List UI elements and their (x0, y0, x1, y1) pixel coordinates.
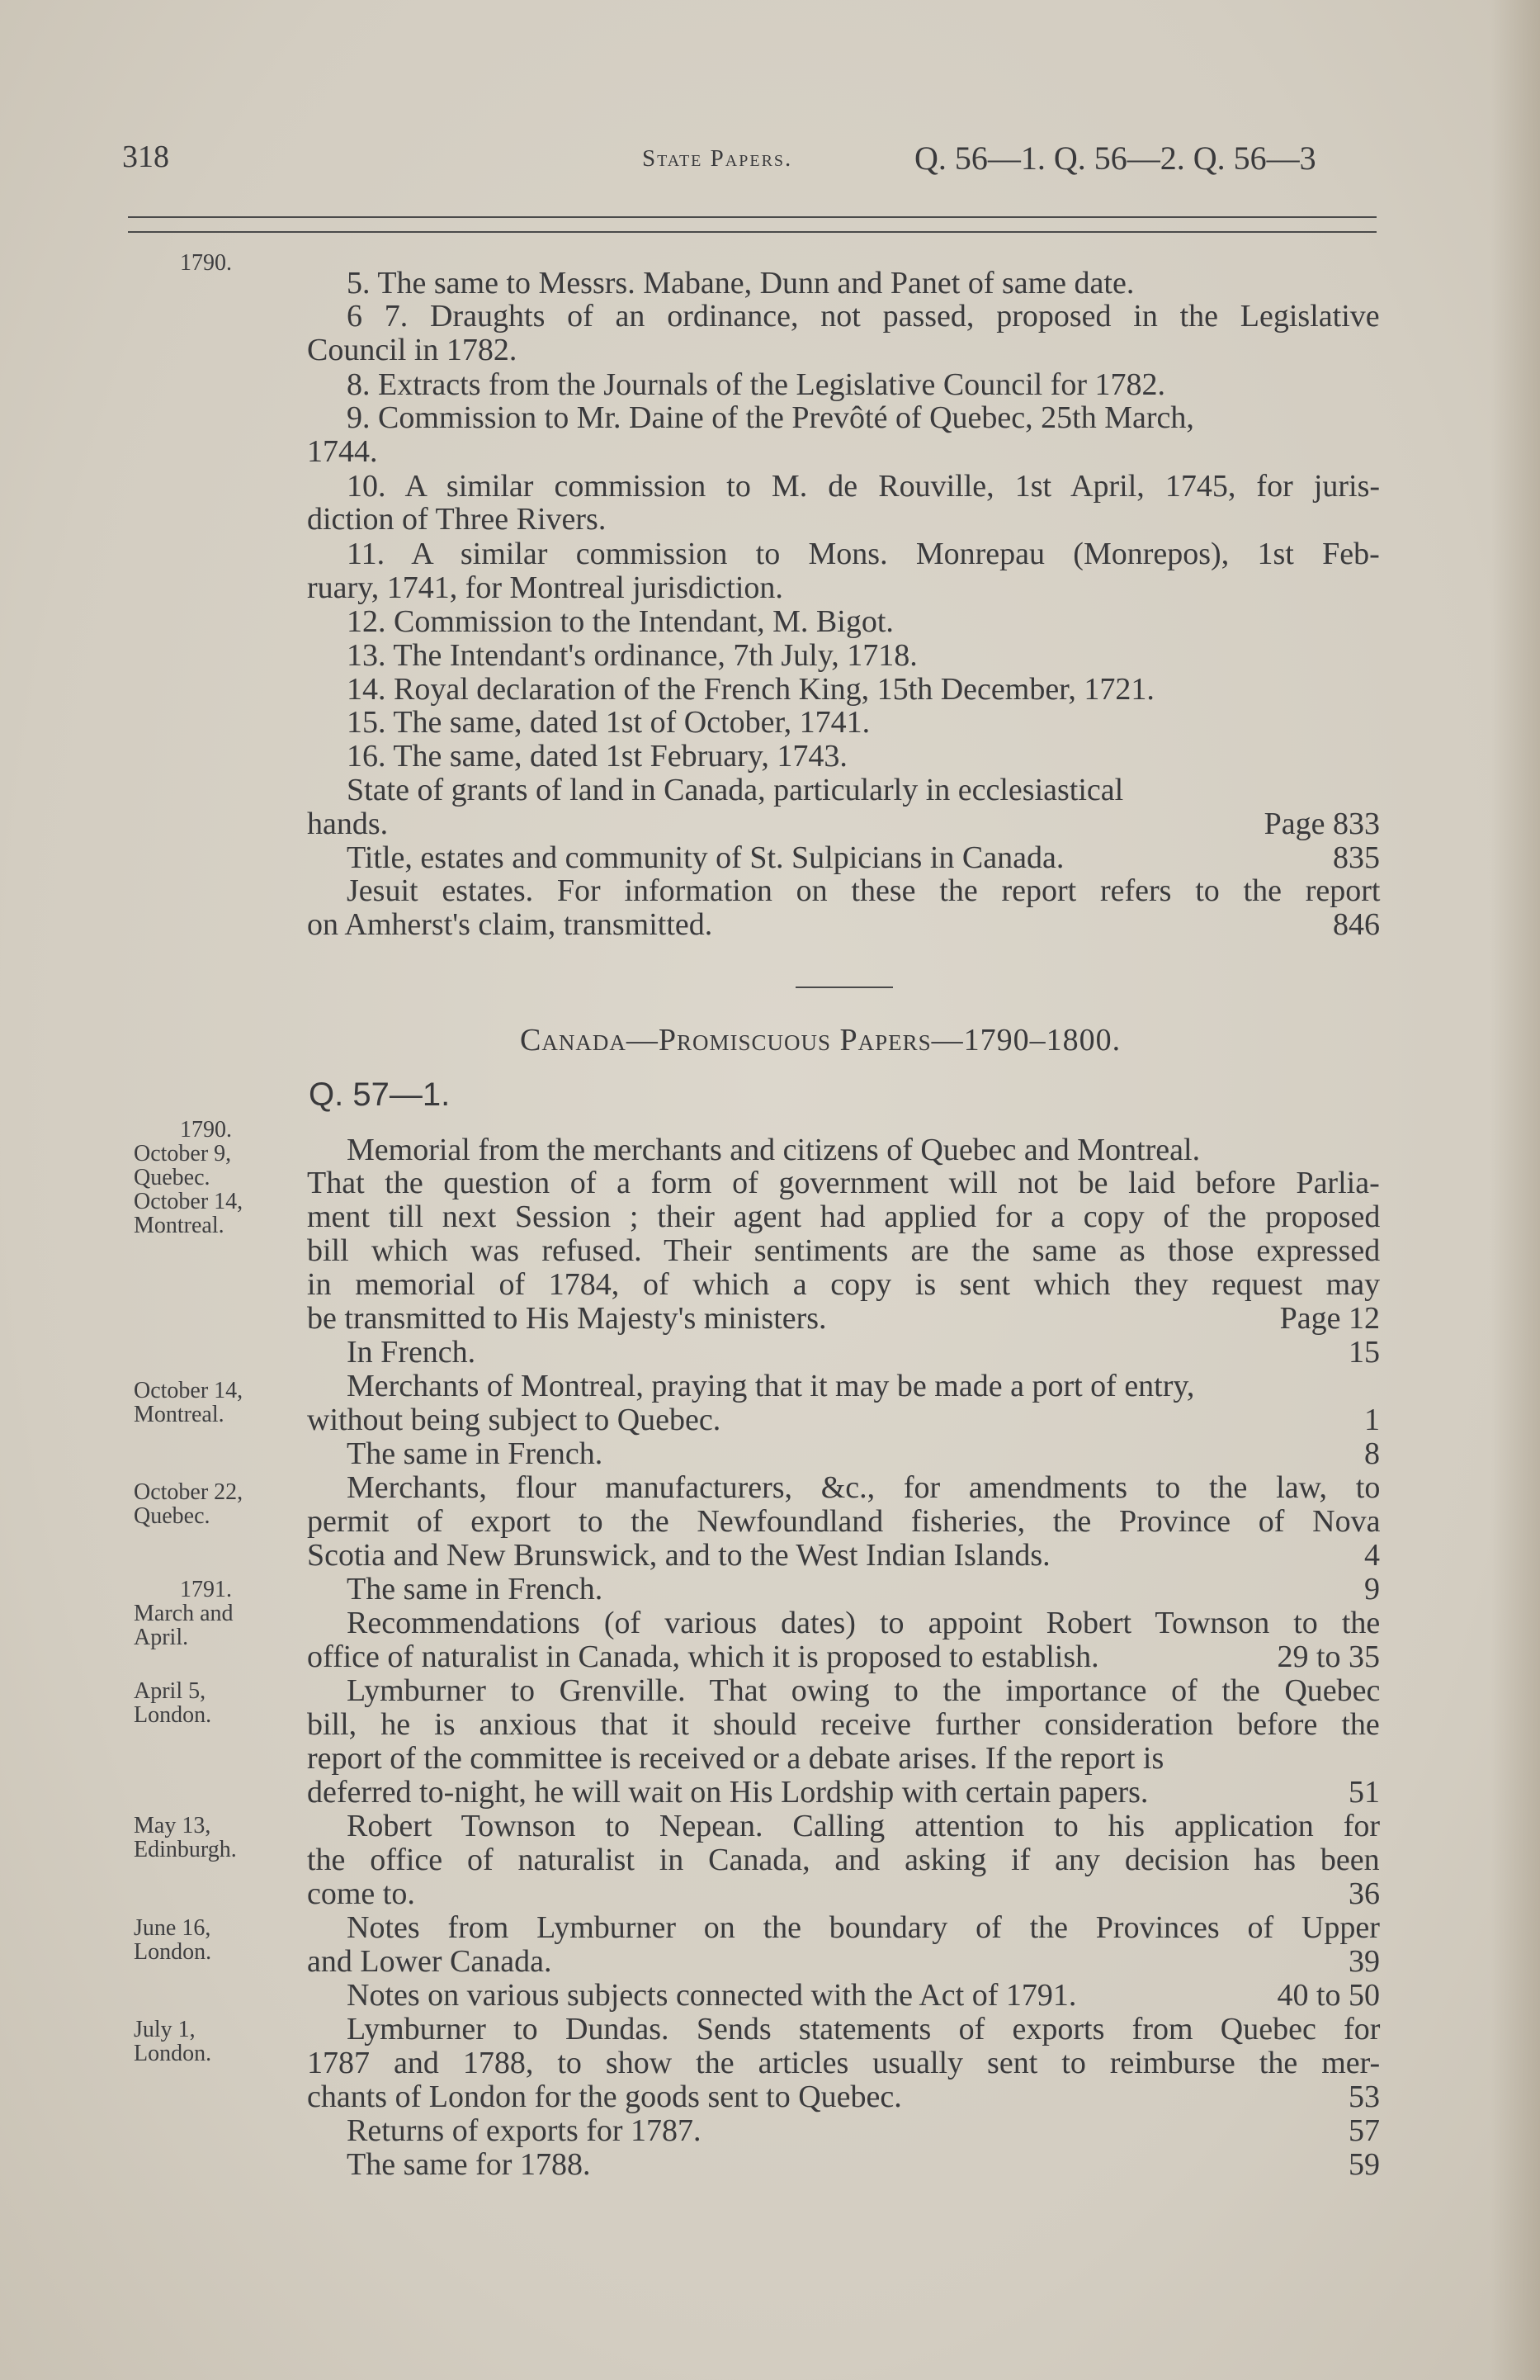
page-edge-shadow (1490, 0, 1540, 2380)
entry-line: Council in 1782. (307, 333, 517, 367)
entry-line: 6 7. Draughts of an ordinance, not passed, proposed in the Legislative (347, 299, 1380, 334)
entry-line: 1744. (307, 434, 378, 469)
entry-line: hands. Page 833 (307, 807, 1380, 841)
entry-line: 13. The Intendant's ordinance, 7th July, 1718. (347, 638, 918, 673)
entry-line: 12. Commission to the Intendant, M. Bigot. (347, 604, 894, 639)
entry-line: Scotia and New Brunswick, and to the West Indian Islands. 4 (307, 1538, 1380, 1573)
margin-note: 1791. March and April. (134, 1577, 234, 1650)
margin-note: July 1, London. (134, 2017, 212, 2066)
header-rule-top (128, 216, 1377, 218)
entry-line: ruary, 1741, for Montreal jurisdiction. (307, 570, 783, 605)
entry-line: Lymburner to Dundas. Sends statements of exports from Quebec for (347, 2012, 1381, 2046)
entry-line: Robert Townson to Nepean. Calling attention to his application for (347, 1809, 1381, 1843)
entry-line: Jesuit estates. For information on these the report refers to the report (347, 873, 1381, 908)
entry-line: Title, estates and community of St. Sulpicians in Canada. 835 (347, 840, 1380, 875)
entry-line: The same in French. 9 (347, 1572, 1380, 1606)
entry-line: permit of export to the Newfoundland fisheries, the Province of Nova (307, 1504, 1381, 1539)
margin-note: October 14, Montreal. (134, 1378, 243, 1427)
entry-line: The same for 1788. 59 (347, 2147, 1380, 2182)
margin-note: April 5, London. (134, 1678, 212, 1728)
margin-note (134, 251, 299, 275)
entry-line: without being subject to Quebec. 1 (307, 1403, 1380, 1437)
entry-line: on Amherst's claim, transmitted. 846 (307, 907, 1380, 942)
entry-line: deferred to-night, he will wait on His Lordship with certain papers. 51 (307, 1775, 1380, 1810)
section-divider (796, 987, 893, 988)
entry-line: Merchants, flour manufacturers, &c., for amendments to the law, to (347, 1470, 1381, 1505)
entry-line: ment till next Session ; their agent had applied for a copy of the proposed (307, 1199, 1381, 1234)
margin-note: October 22, Quebec. (134, 1479, 243, 1529)
entry-line: office of naturalist in Canada, which it is proposed to establish. 29 to 35 (307, 1640, 1380, 1674)
entry-line: bill which was refused. Their sentiments are the same as those expressed (307, 1233, 1381, 1268)
section-title: Canada—Promiscuous Papers—1790–1800. (520, 1023, 1122, 1058)
entry-line: Returns of exports for 1787. 57 (347, 2113, 1380, 2148)
entry-line: be transmitted to His Majesty's ministers. Page 12 (307, 1301, 1380, 1336)
entry-line: 15. The same, dated 1st of October, 1741. (347, 705, 871, 740)
section-reference: Q. 57—1. (309, 1076, 451, 1113)
entry-line: The same in French. 8 (347, 1436, 1380, 1471)
margin-note: May 13, Edinburgh. (134, 1813, 237, 1862)
entry-line: chants of London for the goods sent to Quebec. 53 (307, 2080, 1380, 2114)
entry-line: bill, he is anxious that it should receive further consideration before the (307, 1707, 1380, 1742)
entry-line: That the question of a form of government will not be laid before Parlia- (307, 1166, 1380, 1200)
entry-line: Lymburner to Grenville. That owing to the importance of the Quebec (347, 1673, 1381, 1708)
page-number: 318 (122, 140, 169, 174)
running-title: State Papers. (642, 145, 793, 172)
entry-line: report of the committee is received or a debate arises. If the report is (307, 1741, 1164, 1776)
entry-line: diction of Three Rivers. (307, 502, 607, 537)
margin-note: 1790. October 9, Quebec. October 14, Montreal. (134, 1117, 243, 1238)
margin-note: June 16, London. (134, 1915, 212, 1965)
entry-line: Recommendations (of various dates) to appoint Robert Townson to the (347, 1606, 1381, 1640)
reference-codes: Q. 56—1. Q. 56—2. Q. 56—3 (914, 140, 1316, 177)
entry-line: 9. Commission to Mr. Daine of the Prevôté of Quebec, 25th March, (347, 400, 1194, 435)
entry-line: Memorial from the merchants and citizens of Quebec and Montreal. (347, 1133, 1201, 1167)
entry-line: 16. The same, dated 1st February, 1743. (347, 739, 848, 774)
entry-line: 14. Royal declaration of the French King, 15th December, 1721. (347, 672, 1155, 707)
entry-line: in memorial of 1784, of which a copy is sent which they request may (307, 1267, 1381, 1302)
entry-line: come to. 36 (307, 1876, 1380, 1911)
entry-line: 1787 and 1788, to show the articles usually sent to reimburse the mer- (307, 2046, 1381, 2080)
entry-line: Notes from Lymburner on the boundary of the Provinces of Upper (347, 1910, 1380, 1945)
entry-line: 11. A similar commission to Mons. Monrepau (Monrepos), 1st Feb- (347, 537, 1380, 571)
entry-line: 10. A similar commission to M. de Rouville, 1st April, 1745, for juris- (347, 469, 1381, 504)
margin-year: 1790. (180, 250, 232, 276)
header-rule-bottom (128, 231, 1377, 233)
entry-line: the office of naturalist in Canada, and asking if any decision has been (307, 1843, 1380, 1877)
entry-line: Notes on various subjects connected with the Act of 1791. 40 to 50 (347, 1978, 1380, 2013)
entry-line: 5. The same to Messrs. Mabane, Dunn and Panet of same date. (347, 266, 1135, 300)
entry-line: State of grants of land in Canada, particularly in ecclesiastical (347, 773, 1124, 807)
entry-line: Merchants of Montreal, praying that it may be made a port of entry, (347, 1369, 1195, 1403)
entry-line: In French. 15 (347, 1335, 1380, 1370)
entry-line: and Lower Canada. 39 (307, 1944, 1380, 1979)
entry-line: 8. Extracts from the Journals of the Legislative Council for 1782. (347, 367, 1165, 402)
